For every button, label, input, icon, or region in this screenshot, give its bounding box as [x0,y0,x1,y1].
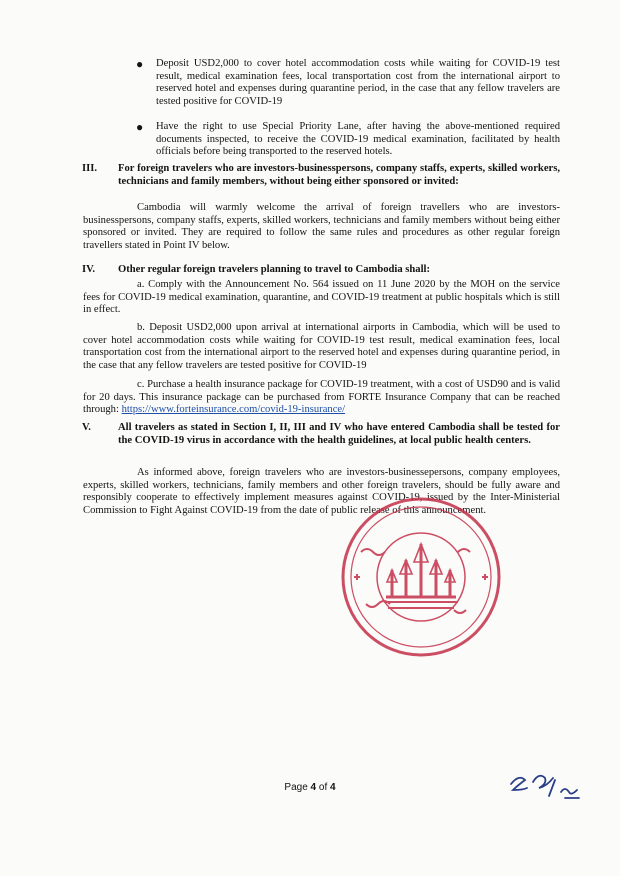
section-4-item-c [83,379,560,417]
section-4-item-a: a. Comply with the Announcement No. 564 issued on 11 June 2020 by the MOH on the service fees for COVID-19 medical examination, quarantine, and COVID-19 treatment at public hospitals which is still in effect. [83,279,560,316]
section-4-heading: Other regular foreign travelers planning to travel to Cambodia shall: [118,264,431,275]
footer-current-page: 4 [310,782,317,793]
page-footer [0,782,620,795]
section-5-heading: All travelers as stated in Section I, II, III and IV who have entered Cambodia shall be tested for the COVID-19 virus in accordance with the health guidelines, at local public health centers. [118,422,560,446]
bullet-text: Have the right to use Special Priority Lane, after having the above-mentioned required documents inspected, to receive the COVID-19 medical examination, facilitated by health officials before being transported to the reserved hotels. [156,121,560,158]
section-3-body: Cambodia will warmly welcome the arrival of foreign travellers who are investors-businesspersons, company staffs, experts, skilled workers, technicians and family members without being either sponsored or invited. They are required to follow the same rules and procedures as other regular foreign travellers stated in Point IV below. [83,202,560,251]
forte-insurance-link[interactable]: https://www.forteinsurance.com/covid-19-insurance/ [121,404,346,416]
section-3-number: III. [82,163,98,174]
footer-total-pages: 4 [330,782,336,793]
bullet-priority-lane [136,120,560,159]
section-4-number: IV. [82,264,96,275]
footer-of-label: of [316,782,331,793]
section-4-item-b: b. Deposit USD2,000 upon arrival at international airports in Cambodia, which will be used to cover hotel accommodation costs while waiting for COVID-19 test result, medical examination fees, local transportation cost from the international airport to the reserved hotel and expenses during quarantine period, in the case that any fellow travelers are tested positive for COVID-19 [83,322,560,371]
bullet-dot: ● [136,120,144,134]
bullet-deposit [136,57,560,108]
official-seal-stamp [336,492,506,662]
item-c-text: c. Purchase a health insurance package for COVID-19 treatment, with a cost of USD90 and is valid for 20 days. This insurance package can be purchased from FORTE Insurance Company that can be reached through: [83,379,560,416]
section-5-number: V. [82,422,91,433]
bullet-text: Deposit USD2,000 to cover hotel accommodation costs while waiting for COVID-19 test result, medical examination fees, local transportation cost from the international airport to reserved hotel and expenses during quarantine period, in the case that any fellow travelers are tested positive for COVID-19 [156,58,560,107]
section-5-body: As informed above, foreign travelers who are investors-businessepersons, company employees, experts, skilled workers, technicians, family members and other foreign travelers, should be fully aware and responsibly cooperate to effectively implement measures against COVID-19, issued by the Inter-Ministerial Commission to Fight Against COVID-19 from the date of public release of this announcement. [83,467,560,516]
bullet-dot: ● [136,57,144,71]
section-3-heading: For foreign travelers who are investors-businesspersons, company staffs, experts, skilled workers, technicians and family members, without being either sponsored or invited: [118,163,560,187]
footer-page-label: Page [284,782,311,793]
